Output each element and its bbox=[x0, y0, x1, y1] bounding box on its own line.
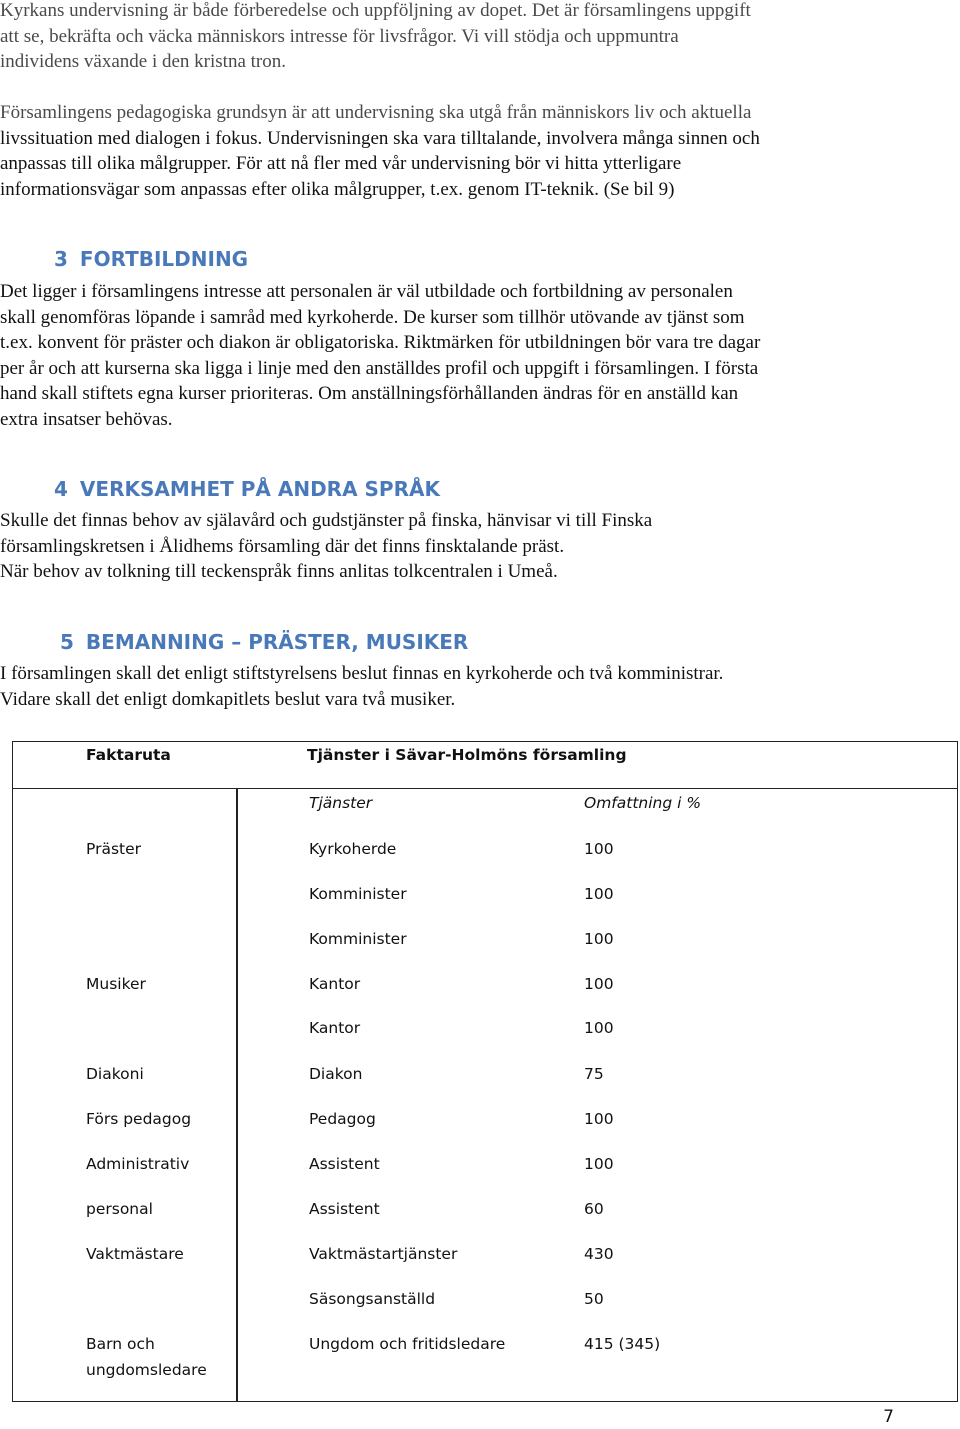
table-cell-category: personal bbox=[86, 1200, 153, 1218]
text-line: Det ligger i församlingens intresse att personalen är väl utbildade och fortbildning av personalen bbox=[0, 281, 733, 302]
table-cell-category: Barn och bbox=[86, 1335, 155, 1353]
text-line: Kyrkans undervisning är både förberedelse och uppföljning av dopet. Det är församlingens uppgift bbox=[0, 0, 751, 21]
table-cell-category: Vaktmästare bbox=[86, 1245, 184, 1263]
section-heading-4 bbox=[54, 477, 440, 501]
section-3-body bbox=[0, 279, 955, 432]
text-line: informationsvägar som anpassas efter olika målgrupper, t.ex. genom IT-teknik. (Se bil 9) bbox=[0, 178, 675, 200]
table-cell-category: Administrativ bbox=[86, 1155, 190, 1173]
table-cell-pct: 100 bbox=[584, 930, 614, 948]
section-number: 4 bbox=[54, 477, 68, 501]
table-cell-category: ungdomsledare bbox=[86, 1361, 207, 1379]
table-cell-pct: 60 bbox=[584, 1200, 604, 1218]
table-cell-service: Kantor bbox=[309, 975, 361, 993]
table-cell-service: Vaktmästartjänster bbox=[309, 1245, 458, 1263]
text-line: att se, bekräfta och väcka människors intresse för livsfrågor. Vi vill stödja och uppmuntra bbox=[0, 25, 679, 47]
fact-table bbox=[12, 741, 958, 1402]
table-header-right: Tjänster i Sävar-Holmöns församling bbox=[307, 746, 627, 764]
text-line: anpassas till olika målgrupper. För att nå fler med vår undervisning bör vi hitta ytterligare bbox=[0, 153, 682, 174]
table-cell-service: Diakon bbox=[309, 1065, 363, 1083]
table-cell-pct: 100 bbox=[584, 885, 614, 903]
text-line: Vidare skall det enligt domkapitlets beslut vara två musiker. bbox=[0, 688, 456, 710]
table-cell-service: Komminister bbox=[309, 930, 407, 948]
table-cell-service: Komminister bbox=[309, 885, 407, 903]
section-heading-5 bbox=[60, 630, 468, 654]
section-title: VERKSAMHET PÅ ANDRA SPRÅK bbox=[79, 477, 440, 501]
section-title: FORTBILDNING bbox=[79, 247, 249, 271]
section-title: BEMANNING – PRÄSTER, MUSIKER bbox=[85, 630, 469, 654]
section-heading-3 bbox=[54, 247, 248, 271]
table-cell-service: Pedagog bbox=[309, 1110, 376, 1128]
table-cell-pct: 100 bbox=[584, 975, 614, 993]
table-cell-pct: 100 bbox=[584, 840, 614, 858]
text-line: Församlingens pedagogiska grundsyn är att undervisning ska utgå från människors liv och aktuella bbox=[0, 102, 752, 123]
table-cell-category: Präster bbox=[86, 840, 142, 858]
table-cell-service: Säsongsanställd bbox=[309, 1290, 436, 1308]
table-cell-pct: 50 bbox=[584, 1290, 604, 1308]
section-5-body bbox=[0, 661, 955, 712]
table-cell-service: Assistent bbox=[309, 1155, 380, 1173]
subheader-extent: Omfattning i % bbox=[584, 794, 702, 812]
table-cell-category: Musiker bbox=[86, 975, 146, 993]
section-4-body bbox=[0, 508, 955, 585]
subheader-services: Tjänster bbox=[309, 794, 373, 812]
page-number: 7 bbox=[883, 1407, 894, 1427]
text-line: individens växande i den kristna tron. bbox=[0, 51, 286, 72]
table-cell-pct: 100 bbox=[584, 1110, 614, 1128]
section-number: 3 bbox=[54, 247, 68, 271]
text-line: livssituation med dialogen i fokus. Undervisningen ska vara tilltalande, involvera många sinnen och bbox=[0, 127, 760, 149]
table-cell-pct: 430 bbox=[584, 1245, 614, 1263]
text-line: I församlingen skall det enligt stiftstyrelsens beslut finnas en kyrkoherde och två komministrar. bbox=[0, 663, 724, 684]
table-cell-category: Förs pedagog bbox=[86, 1110, 192, 1128]
table-cell-pct: 75 bbox=[584, 1065, 604, 1083]
intro-paragraph-2 bbox=[0, 100, 955, 202]
table-cell-service: Ungdom och fritidsledare bbox=[309, 1335, 506, 1353]
section-number: 5 bbox=[60, 630, 74, 654]
table-cell-pct: 100 bbox=[584, 1019, 614, 1037]
table-cell-service: Assistent bbox=[309, 1200, 380, 1218]
text-line: När behov av tolkning till teckenspråk finns anlitas tolkcentralen i Umeå. bbox=[0, 561, 558, 582]
text-line: per år och att kurserna ska ligga i linje med den anställdes profil och uppgift i församlingen. I första bbox=[0, 357, 759, 379]
text-line: extra insatser behövas. bbox=[0, 408, 173, 430]
intro-paragraph-1 bbox=[0, 0, 955, 75]
text-line: skall genomföras löpande i samråd med kyrkoherde. De kurser som tillhör utövande av tjänst som bbox=[0, 306, 745, 328]
text-line: t.ex. konvent för präster och diakon är obligatoriska. Riktmärken för utbildningen bör vara tre dagar bbox=[0, 332, 761, 353]
table-cell-pct: 100 bbox=[584, 1155, 614, 1173]
table-header-row bbox=[13, 742, 957, 789]
column-divider bbox=[236, 789, 238, 1401]
table-cell-category: Diakoni bbox=[86, 1065, 144, 1083]
text-line: hand skall stiftets egna kurser prioriteras. Om anställningsförhållanden ändras för en anställd kan bbox=[0, 383, 739, 404]
table-cell-service: Kyrkoherde bbox=[309, 840, 397, 858]
text-line: församlingskretsen i Ålidhems församling där det finns finsktalande präst. bbox=[0, 535, 565, 557]
text-line: Skulle det finnas behov av själavård och gudstjänster på finska, hänvisar vi till Finska bbox=[0, 510, 653, 531]
table-header-left: Faktaruta bbox=[86, 746, 171, 764]
table-cell-pct: 415 (345) bbox=[584, 1335, 661, 1353]
table-cell-service: Kantor bbox=[309, 1019, 361, 1037]
